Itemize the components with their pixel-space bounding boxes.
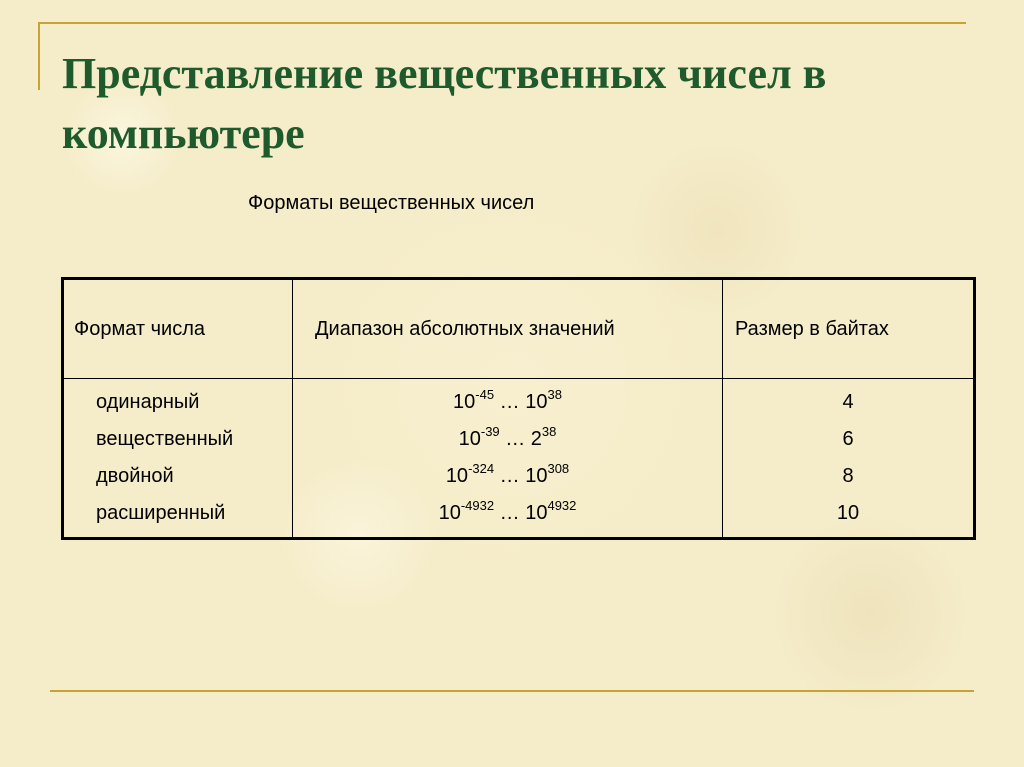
range-max-exponent: 38 (541, 424, 557, 439)
size-cell: 4 (842, 391, 854, 413)
size-cell: 10 (836, 502, 860, 524)
range-cell (293, 426, 722, 463)
range-min-exponent: -45 (475, 387, 495, 402)
range-min-exponent: -324 (468, 461, 495, 476)
size-column (723, 379, 975, 539)
format-column (63, 379, 293, 539)
range-max-exponent: 308 (547, 461, 570, 476)
format-cell: одинарный (96, 391, 200, 413)
range-max: 10 (525, 502, 548, 524)
range-cell (293, 500, 722, 537)
range-max: 10 (525, 391, 548, 413)
range-max: 2 (530, 428, 542, 450)
table-body-row (63, 379, 975, 539)
range-min: 10 (453, 391, 476, 413)
range-max-exponent: 4932 (547, 498, 577, 513)
format-cell: вещественный (96, 428, 234, 450)
bottom-rule (50, 690, 974, 692)
range-min-exponent: -39 (480, 424, 500, 439)
slide-title: Представление вещественных чисел в компьютере (62, 49, 827, 158)
left-rule (38, 22, 40, 90)
range-separator: … (494, 391, 526, 413)
range-separator: … (494, 465, 526, 487)
range-max: 10 (525, 465, 548, 487)
range-separator: … (494, 502, 526, 524)
range-column (293, 379, 723, 539)
range-min: 10 (438, 502, 461, 524)
size-cell: 8 (842, 465, 854, 487)
size-cell: 6 (842, 428, 854, 450)
range-cell (293, 463, 722, 500)
table-header-row (63, 279, 975, 379)
range-separator: … (499, 428, 531, 450)
table-caption: Форматы вещественных чисел (248, 192, 535, 214)
formats-table (61, 277, 976, 540)
top-rule (38, 22, 966, 24)
header-format: Формат числа (63, 279, 293, 379)
format-cell: расширенный (96, 502, 226, 524)
range-cell (293, 389, 722, 426)
header-range: Диапазон абсолютных значений (293, 279, 723, 379)
header-size: Размер в байтах (723, 279, 975, 379)
range-min: 10 (445, 465, 469, 487)
range-min: 10 (458, 428, 481, 450)
range-max-exponent: 38 (547, 387, 562, 402)
range-min-exponent: -4932 (460, 498, 495, 513)
format-cell: двойной (96, 465, 174, 487)
